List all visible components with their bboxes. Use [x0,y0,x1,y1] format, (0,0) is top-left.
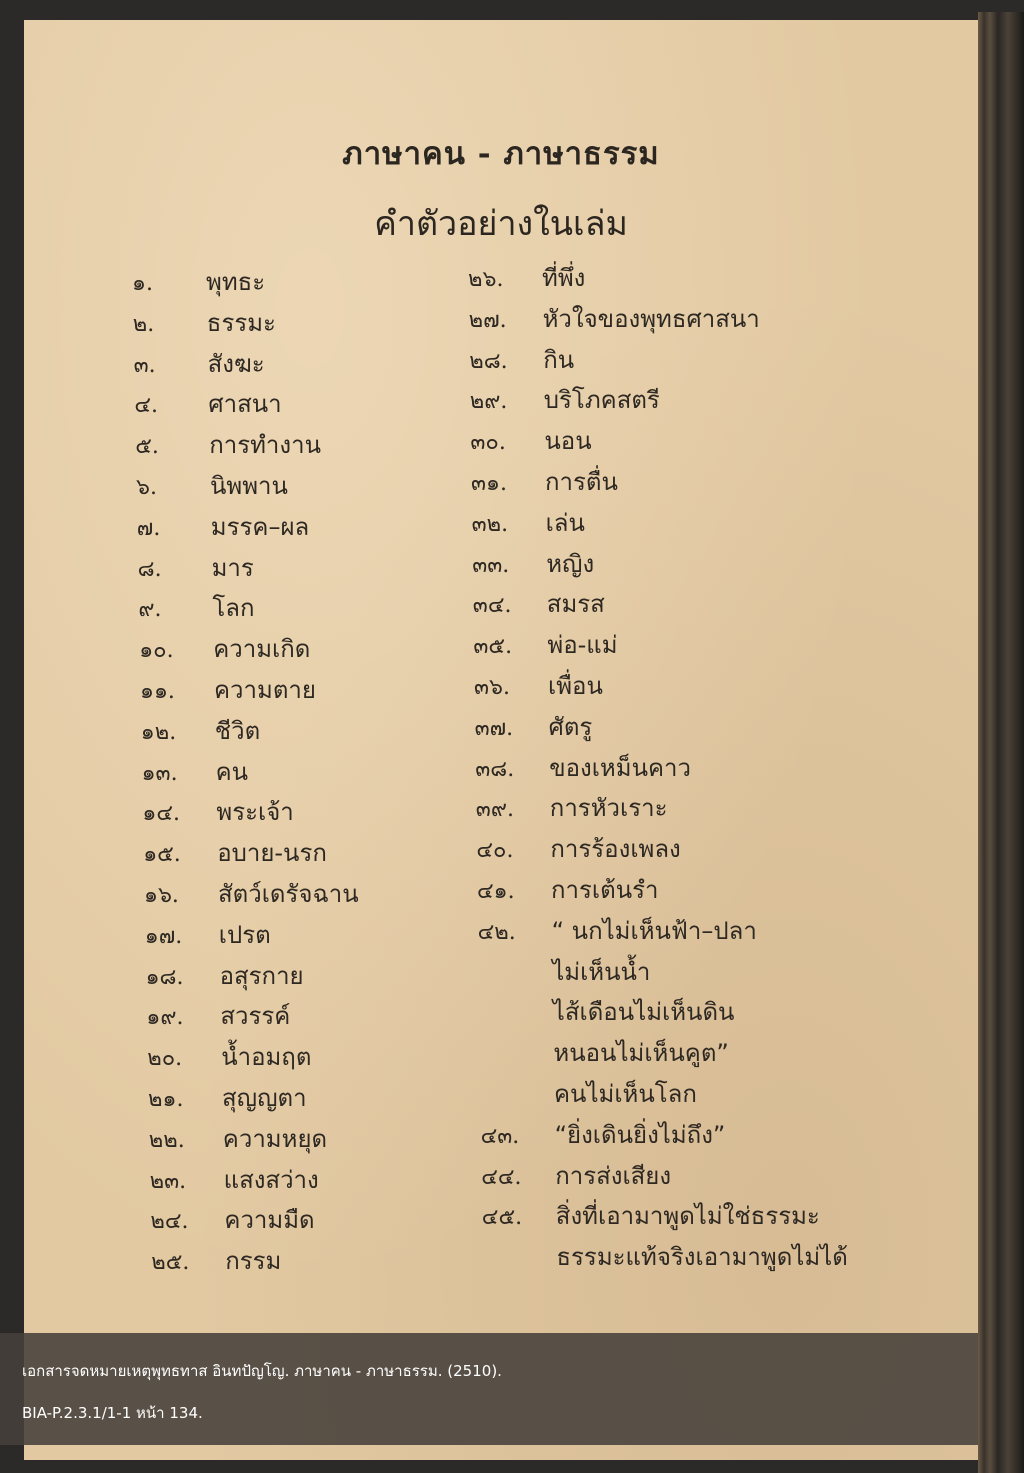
list-item [479,1033,728,1073]
list-item [145,915,271,955]
item-number: ๙. [138,597,162,623]
list-item [144,874,359,914]
item-text: ศาสนา [208,390,282,419]
item-number: ๒. [132,311,155,337]
item-text: สมรส [546,590,605,619]
item-text: มรรค–ผล [210,512,310,541]
document-page [24,20,978,1460]
item-number: ๑๓. [141,760,178,786]
item-number: ๓๗. [474,715,514,741]
item-text: มาร [211,553,254,582]
list-item [151,1241,281,1281]
item-number: ๖. [136,475,157,500]
list-item [481,1156,671,1196]
item-number: ๓๑. [471,471,507,496]
item-text: ความตาย [214,676,316,704]
item-number: ๓๔. [472,593,512,619]
item-text: สังฆะ [207,349,265,378]
item-text: เปรต [218,920,271,949]
item-text: การส่งเสียง [555,1161,672,1190]
list-item [138,588,254,628]
item-number: ๑๐. [139,638,174,664]
item-text: พ่อ-แม่ [547,631,618,660]
item-text: ความหยุด [222,1124,328,1153]
list-item [146,956,304,996]
item-text: กรรม [225,1247,282,1276]
item-number: ๓๐. [470,430,506,456]
item-number: ๓๓. [472,552,510,578]
list-item [149,1119,327,1159]
list-item [469,299,760,339]
list-item [479,992,735,1032]
item-text: ที่พึ่ง [542,264,586,292]
item-number: ๔๕. [481,1205,523,1231]
item-text: คนไม่เห็นโลก [554,1080,697,1108]
item-text: การเต้นรำ [551,876,659,904]
item-text: อสุรกาย [219,961,304,990]
item-text: ศัตรู [548,712,593,741]
list-item [133,303,276,343]
item-number: ๗. [136,515,161,541]
item-number: ๑๔. [142,801,180,827]
item-text: สวรรค์ [220,1002,291,1031]
item-number: ๔๑. [477,879,515,904]
list-item [478,911,757,951]
item-number: ๔๔. [481,1164,522,1190]
item-text: อบาย-นรก [217,839,327,868]
item-text: เพื่อน [548,672,603,700]
item-number: ๑๘. [145,964,184,990]
item-number: ๓๙. [475,797,514,823]
item-text: นิพพาน [210,472,288,500]
item-number: ๒๕. [151,1250,190,1276]
item-number: ๒๘. [469,348,508,374]
item-number: ๓๘. [475,756,515,782]
item-number: ๓. [133,352,156,378]
list-item [470,421,591,461]
item-text: หนอนไม่เห็นคูต” [553,1039,729,1068]
list-item [142,752,248,792]
list-item [471,462,618,502]
list-item [474,666,603,706]
item-text: ความเกิด [213,635,311,664]
item-text: น้ำอมฤต [221,1043,312,1072]
item-text: บริโภคสตรี [543,386,660,415]
item-text: แสงสว่าง [223,1165,319,1194]
item-text: พระเจ้า [216,798,294,827]
list-item [475,748,691,788]
list-item [147,1037,311,1077]
book-spine-edge [978,12,1024,1473]
item-text: การหัวเราะ [549,794,668,823]
item-text: การทำงาน [209,431,321,460]
item-number: ๑๒. [140,719,177,745]
list-item [140,670,316,710]
item-text: ชีวิต [214,716,261,745]
list-item [472,503,585,543]
item-number: ๔. [134,393,159,419]
list-item [139,629,310,669]
item-number: ๑๖. [144,883,179,908]
item-number: ๑๙. [146,1005,184,1031]
list-item [478,952,650,992]
item-number: ๘. [137,556,162,582]
item-text: โลก [212,594,255,623]
item-number: ๓๒. [471,511,509,537]
list-item [146,996,290,1036]
item-text: ธรรมะ [206,308,276,337]
caption-source: เอกสารจดหมายเหตุพุทธทาส อินทปัญโญ. ภาษาคน - ภาษาธรรม. (2510). [22,1362,502,1380]
item-number: ๒๓. [149,1168,187,1194]
item-number: ๒๑. [148,1087,184,1112]
list-item [475,707,593,747]
item-text: สิ่งที่เอามาพูดไม่ใช่ธรรมะ [555,1202,820,1231]
item-number: ๕. [135,434,159,460]
list-item [136,466,288,506]
item-number: ๑๑. [140,679,175,704]
item-text: คน [215,757,249,786]
list-item [137,507,309,547]
item-text: ของเหม็นคาว [549,753,691,782]
list-item [472,544,594,584]
page-subtitle: คำตัวอย่างในเล่ม [374,204,628,244]
item-text: หญิง [546,549,595,578]
item-number: ๒๙. [469,389,508,415]
list-item [134,344,265,384]
list-item [476,788,668,828]
list-item [482,1196,820,1236]
item-text: “ นกไม่เห็นฟ้า–ปลา [551,916,757,945]
list-item [132,262,265,302]
list-item [141,711,260,751]
item-number: ๒๐. [147,1046,183,1072]
list-item [477,870,658,910]
list-item [143,833,327,873]
list-item [134,384,281,424]
list-item [481,1115,726,1155]
item-number: ๒๖. [468,267,504,292]
item-text: พุทธะ [206,268,266,296]
item-text: สุญญตา [222,1084,307,1112]
caption-bar [0,1333,978,1445]
list-item [150,1200,314,1240]
item-number: ๔๐. [476,838,514,864]
item-number: ๔๒. [477,919,516,945]
item-text: ธรรมะแท้จริงเอามาพูดไม่ได้ [556,1243,848,1272]
list-item [135,425,321,465]
list-item [468,258,585,298]
item-text: นอน [544,427,592,456]
list-item [148,1078,307,1118]
list-item [469,340,574,380]
item-text: ไม่เห็นน้ำ [552,957,651,986]
item-text: การร้องเพลง [550,835,681,864]
item-text: สัตว์เดรัจฉาน [218,880,359,908]
list-item [480,1074,697,1114]
item-text: ไส้เดือนไม่เห็นดิน [552,998,735,1027]
list-item [482,1237,847,1277]
item-text: เล่น [545,508,585,537]
list-item [150,1160,319,1200]
item-number: ๑. [132,271,153,296]
item-text: หัวใจของพุทธศาสนา [542,304,760,333]
item-number: ๑๕. [143,842,181,868]
list-item [142,792,293,832]
item-text: ความมืด [224,1206,315,1235]
item-text: กิน [543,345,575,374]
list-item [473,625,617,665]
item-number: ๒๒. [148,1127,185,1153]
list-item [138,548,254,588]
list-item [470,380,660,420]
item-number: ๒๗. [468,307,507,333]
page-title: ภาษาคน - ภาษาธรรม [342,136,660,172]
list-item [473,584,605,624]
caption-reference: BIA-P.2.3.1/1-1 หน้า 134. [22,1404,203,1422]
list-item [476,829,680,869]
item-number: ๑๗. [144,923,183,949]
item-number: ๓๖. [474,675,510,700]
item-number: ๔๓. [480,1123,520,1149]
item-text: “ยิ่งเดินยิ่งไม่ถึง” [554,1120,726,1149]
item-text: การตื่น [545,468,618,496]
item-number: ๒๔. [150,1209,189,1235]
item-number: ๓๕. [473,634,513,660]
